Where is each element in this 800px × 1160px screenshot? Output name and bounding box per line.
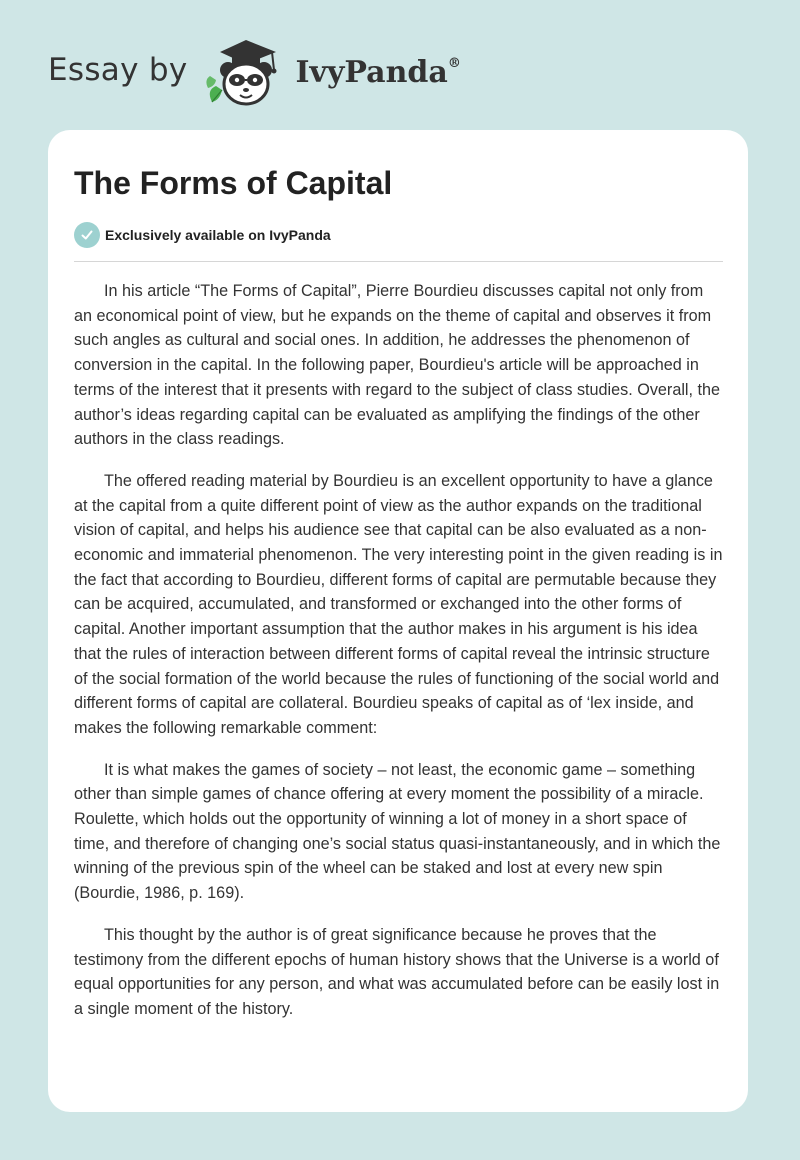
brand-name[interactable]: IvyPanda® [295, 54, 461, 90]
essay-body [74, 279, 724, 1039]
divider [74, 261, 723, 262]
paragraph: In his article “The Forms of Capital”, Pierre Bourdieu discusses capital not only from an economical point of view, but he expands on the theme of capital and observes it from such angles as cultural and social ones. In addition, he addresses the phenomenon of conversion in the capital. In the following paper, Bourdieu's article will be approached in terms of the interest that it presents with regard to the subject of class studies. Overall, the author’s ideas regarding capital can be evaluated as amplifying the findings of the other authors in the class readings. [74, 282, 721, 449]
check-icon [74, 222, 100, 248]
exclusive-badge-label: Exclusively available on IvyPanda [105, 227, 331, 243]
ivypanda-logo-icon[interactable] [202, 30, 290, 110]
page-title: The Forms of Capital [74, 165, 393, 201]
essay-by-label: Essay by [48, 52, 188, 88]
essay-card [48, 130, 748, 1112]
block-quote: It is what makes the games of society – not least, the economic game – something other than simple games of chance offering at every moment the possibility of a miracle. Roulette, which holds out the opportunity of winning a lot of money in a short space of time, and therefore of changing one’s social status quasi-instantaneously, and in which the winning of the previous spin of the wheel can be staked and lost at every new spin (Bourdie, 1986, p. 169). [74, 760, 721, 903]
paragraph: This thought by the author is of great significance because he proves that the testimony from the different epochs of human history shows that the Universe is a world of equal opportunities for any person, and what was accumulated before can be easily lost in a single moment of the history. [74, 925, 720, 1018]
paragraph: The offered reading material by Bourdieu is an excellent opportunity to have a glance at the capital from a quite different point of view as the author expands on the traditional vision of capital, and helps his audience see that capital can be also evaluated as a non-economic and immaterial phenomenon. The very interesting point in the given reading is in the fact that according to Bourdieu, different forms of capital are permutable because they can be acquired, accumulated, and transformed or exchanged into the other forms of capital. Another important assumption that the author makes in his argument is his idea that the rules of interaction between different forms of capital reveal the intrinsic structure of the social formation of the world because the rules of functioning of the social world and different forms of capital are collateral. Bourdieu speaks of capital as of ‘lex inside, and makes the following remarkable comment: [74, 471, 723, 737]
exclusive-badge [74, 222, 331, 248]
site-header [48, 30, 461, 110]
